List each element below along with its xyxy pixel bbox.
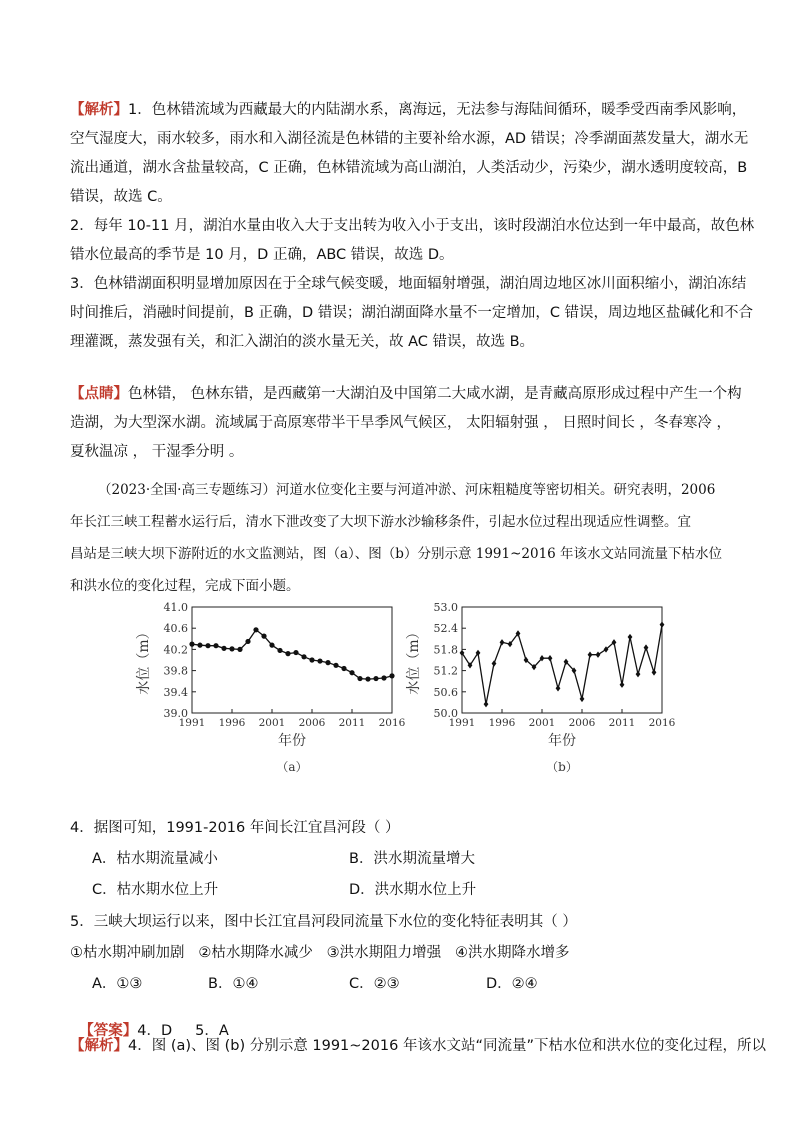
data-point xyxy=(636,671,641,677)
y-tick-label: 39.8 xyxy=(163,664,188,678)
data-point xyxy=(261,634,266,639)
analysis-2-text: 4．图 (a)、图 (b) 分别示意 1991~2016 年该水文站“同流量”下枯水位和洪水位的变化过程，所以 xyxy=(128,1038,766,1054)
q4-option-b[interactable]: B．洪水期流量增大 xyxy=(349,851,475,867)
data-point xyxy=(580,696,585,702)
question-4-stem: 4．据图可知，1991-2016 年间长江宜昌河段（ ） xyxy=(70,820,400,836)
analysis-tag: 【解析】 xyxy=(70,102,128,118)
x-tick-label: 2011 xyxy=(338,717,366,729)
data-point xyxy=(317,658,322,663)
plot-frame xyxy=(192,607,392,713)
data-point xyxy=(245,639,250,644)
data-point xyxy=(620,682,625,688)
y-tick-label: 50.6 xyxy=(433,685,458,699)
data-point xyxy=(365,676,370,681)
material-line-2: 年长江三峡工程蓄水运行后，清水下泄改变了大坝下游水沙输移条件，引起水位过程出现适应性调整。宜 xyxy=(70,514,691,530)
data-point xyxy=(652,669,657,675)
data-point xyxy=(596,652,601,658)
analysis-line-6: 错水位最高的季节是 10 月，D 正确，ABC 错误，故选 D。 xyxy=(70,247,454,263)
material-line-4: 和洪水位的变化过程，完成下面小题。 xyxy=(70,578,300,594)
data-point xyxy=(660,621,665,627)
data-point xyxy=(492,660,497,666)
analysis-line-8: 时间推后，消融时间提前，B 正确，D 错误；湖泊湖面降水量不一定增加，C 错误，周边地区盐碱化和不合 xyxy=(70,305,754,321)
x-tick-label: 2016 xyxy=(378,717,406,729)
q4-option-c[interactable]: C．枯水期水位上升 xyxy=(92,882,219,898)
y-tick-label: 39.0 xyxy=(163,707,188,720)
x-tick-label: 2006 xyxy=(298,717,326,729)
comment-line-3: 夏秋温凉 ， 干湿季分明 。 xyxy=(70,444,244,460)
data-point xyxy=(325,660,330,665)
chart-caption: （b） xyxy=(546,760,578,774)
data-point xyxy=(221,646,226,651)
question-5-stem: 5．三峡大坝运行以来，图中长江宜昌河段同流量下水位的变化特征表明其（ ） xyxy=(70,914,577,930)
data-point xyxy=(285,651,290,656)
data-point xyxy=(484,701,489,707)
analysis-line-9: 理灌溉，蒸发强有关，和汇入湖泊的淡水量无关，故 AC 错误，故选 B。 xyxy=(70,334,535,350)
analysis-2-line xyxy=(70,1034,766,1055)
data-point xyxy=(301,654,306,659)
comment-tag: 【点睛】 xyxy=(70,386,128,402)
material-line-3: 昌站是三峡大坝下游附近的水文监测站，图（a）、图（b）分别示意 1991~2016 年该水文站同流量下枯水位 xyxy=(70,546,723,562)
answer-text: 4．D 5．A xyxy=(137,1023,229,1039)
x-axis-label: 年份 xyxy=(548,733,576,749)
data-point xyxy=(333,663,338,668)
analysis-line-4: 错误，故选 C。 xyxy=(70,189,172,205)
data-point xyxy=(293,650,298,655)
y-tick-label: 53.0 xyxy=(433,601,458,614)
y-tick-label: 52.4 xyxy=(433,622,458,636)
answer-tag: 【答案】 xyxy=(79,1023,138,1039)
analysis-line-7: 3．色林错湖面积明显增加原因在于全球气候变暖，地面辐射增强，湖泊周边地区冰川面积缩小，湖泊冻结 xyxy=(70,276,747,292)
data-point xyxy=(229,646,234,651)
series-line xyxy=(192,630,392,679)
y-tick-label: 39.4 xyxy=(163,685,188,699)
data-point xyxy=(269,643,274,648)
charts-figure xyxy=(130,595,676,789)
data-point xyxy=(237,647,242,652)
plot-frame xyxy=(462,607,662,713)
y-tick-label: 51.8 xyxy=(433,643,458,657)
data-point xyxy=(644,644,649,650)
q4-option-d[interactable]: D．洪水期水位上升 xyxy=(349,882,477,898)
y-axis-label: 水位（m） xyxy=(406,625,422,695)
analysis-section xyxy=(70,96,755,357)
analysis-2-tag: 【解析】 xyxy=(70,1038,128,1054)
y-tick-label: 50.0 xyxy=(433,707,458,720)
data-point xyxy=(628,634,633,640)
chart-caption: （a） xyxy=(276,760,308,774)
data-point xyxy=(373,676,378,681)
data-point xyxy=(357,676,362,681)
x-axis-label: 年份 xyxy=(278,733,306,749)
data-point xyxy=(389,673,394,678)
y-axis-label: 水位（m） xyxy=(136,625,152,695)
analysis-line-3: 流出通道，湖水含盐量较高，C 正确，色林错流域为高山湖泊，人类活动少，污染少，湖水透明度较高，B xyxy=(70,160,748,176)
q4-option-a[interactable]: A．枯水期流量减小 xyxy=(92,851,218,867)
data-point xyxy=(341,666,346,671)
x-tick-label: 2006 xyxy=(568,717,596,729)
x-tick-label: 1996 xyxy=(218,717,246,729)
data-point xyxy=(253,627,258,632)
data-point xyxy=(548,655,553,661)
data-point xyxy=(197,643,202,648)
x-tick-label: 1991 xyxy=(448,717,476,729)
q5-items: ①枯水期冲刷加剧 ②枯水期降水减少 ③洪水期阻力增强 ④洪水期降水增多 xyxy=(70,945,570,961)
x-tick-label: 2016 xyxy=(648,717,676,729)
x-tick-label: 2011 xyxy=(608,717,636,729)
analysis-line-2: 空气湿度大，雨水较多，雨水和入湖径流是色林错的主要补给水源，AD 错误；冷季湖面蒸发量大，湖水无 xyxy=(70,131,749,147)
y-tick-label: 41.0 xyxy=(163,601,188,614)
data-point xyxy=(349,670,354,675)
data-point xyxy=(588,652,593,658)
data-point xyxy=(381,675,386,680)
comment-line-2: 造湖，为大型深水湖。流域属于高原寒带半干旱季风气候区， 太阳辐射强 ， 日照时间长 ，冬春寒冷 ， xyxy=(70,415,732,431)
q5-option-a[interactable]: A．①③ xyxy=(92,976,143,992)
data-point xyxy=(277,648,282,653)
q5-option-b[interactable]: B．①④ xyxy=(208,976,259,992)
q5-option-c[interactable]: C．②③ xyxy=(349,976,400,992)
data-point xyxy=(309,657,314,662)
comment-line-1: 【点睛】色林错， 色林东错，是西藏第一大湖泊及中国第二大咸水湖，是青藏高原形成过程中产生一个构 xyxy=(70,386,742,402)
x-tick-label: 2001 xyxy=(258,717,286,729)
y-tick-label: 51.2 xyxy=(433,664,458,678)
x-tick-label: 1991 xyxy=(178,717,206,729)
comment-section xyxy=(70,380,742,467)
analysis-line-5: 2．每年 10-11 月，湖泊水量由收入大于支出转为收入小于支出，该时段湖泊水位达到一年中最高，故色林 xyxy=(70,218,755,234)
x-tick-label: 2001 xyxy=(528,717,556,729)
q5-option-d[interactable]: D．②④ xyxy=(486,976,538,992)
data-point xyxy=(213,643,218,648)
data-point xyxy=(205,643,210,648)
y-tick-label: 40.2 xyxy=(163,643,188,657)
data-point xyxy=(500,639,505,645)
x-tick-label: 1996 xyxy=(488,717,516,729)
analysis-line-1: 【解析】1．色林错流域为西藏最大的内陆湖水系，离海远，无法参与海陆间循环，暖季受西南季风影响， xyxy=(70,102,747,118)
data-point xyxy=(556,685,561,691)
material-section xyxy=(70,474,730,602)
y-tick-label: 40.6 xyxy=(163,622,188,636)
chart-b xyxy=(400,595,676,785)
data-point xyxy=(189,642,194,647)
chart-a xyxy=(130,595,406,785)
material-line-1: （2023·全国·高三专题练习）河道水位变化主要与河道冲淤、河床粗糙度等密切相关。研究表明，2006 xyxy=(98,482,716,498)
